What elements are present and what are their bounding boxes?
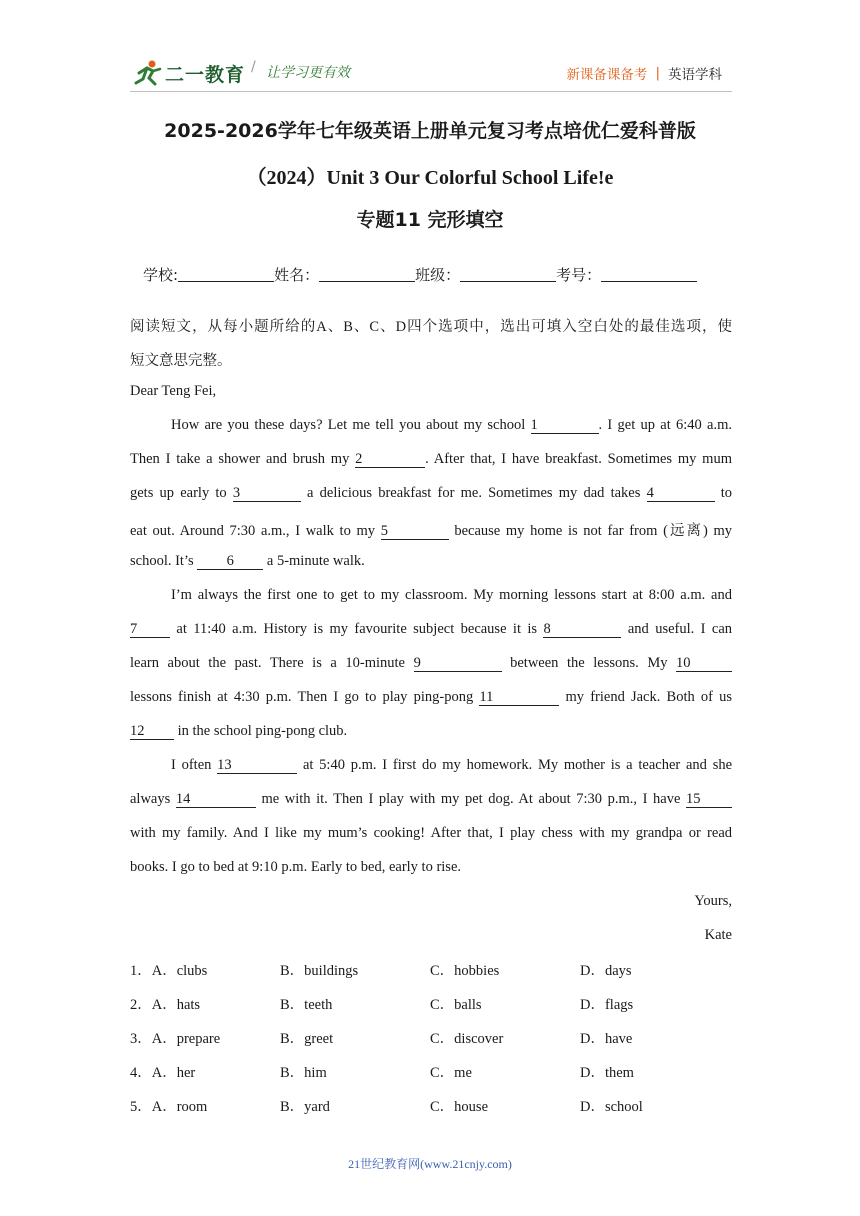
option-d[interactable]: D．school <box>580 1099 643 1115</box>
exam-no-field[interactable] <box>601 264 697 282</box>
page-subtitle: （2024）Unit 3 Our Colorful School Life!e <box>246 167 614 189</box>
option-d[interactable]: D．days <box>580 963 632 979</box>
option-a[interactable]: 5．A．room <box>130 1099 208 1115</box>
page-title: 2025-2026学年七年级英语上册单元复习考点培优仁爱科普版 <box>164 120 696 142</box>
option-a[interactable]: 3．A．prepare <box>130 1031 221 1047</box>
option-b[interactable]: B．him <box>280 1065 327 1081</box>
option-c[interactable]: C．house <box>430 1099 488 1115</box>
letter-line: eat out. Around 7:30 a.m., I walk to my 5 because my home is not far from (远离) my <box>130 523 733 539</box>
letter-line: learn about the past. There is a 10-minute 9 between the lessons. My 10 <box>130 655 732 672</box>
student-info <box>143 264 697 285</box>
letter-line: books. I go to bed at 9:10 p.m. Early to bed, early to rise. <box>130 859 462 875</box>
instructions-line-2: 短文意思完整。 <box>130 353 232 369</box>
slash-divider: / <box>251 59 256 75</box>
exam-no-label: 考号： <box>556 266 602 284</box>
brand-logo <box>133 59 245 87</box>
blank-8: 8 <box>543 622 621 638</box>
blank-4: 4 <box>647 486 715 502</box>
header-divider <box>130 91 732 92</box>
letter-line: Then I take a shower and brush my 2 . After that, I have breakfast. Sometimes my mum <box>130 451 732 467</box>
blank-9: 9 <box>414 656 502 672</box>
blank-1: 1 <box>531 418 599 434</box>
letter-closing: Yours, <box>694 893 732 909</box>
header-subject-label: 英语学科 <box>668 67 722 83</box>
option-c[interactable]: C．balls <box>430 997 482 1013</box>
option-d[interactable]: D．have <box>580 1031 633 1047</box>
option-a[interactable]: 1．A．clubs <box>130 963 208 979</box>
slogan: 让学习更有效 <box>266 65 350 81</box>
letter-line: I’m always the first one to get to my classroom. My morning lessons start at 8:00 a.m. and <box>171 587 732 603</box>
running-man-icon <box>133 59 163 87</box>
name-field[interactable] <box>319 264 415 282</box>
school-field[interactable] <box>178 264 274 282</box>
blank-10: 10 <box>676 656 732 672</box>
letter-line: with my family. And I like my mum’s cooking! After that, I play chess with my grandpa or read <box>130 825 732 841</box>
letter-line: How are you these days? Let me tell you about my school 1 . I get up at 6:40 a.m. <box>171 417 732 433</box>
blank-5: 5 <box>381 524 449 540</box>
option-d[interactable]: D．them <box>580 1065 634 1081</box>
blank-11: 11 <box>479 690 559 706</box>
letter-line: I often 13 at 5:40 p.m. I first do my homework. My mother is a teacher and she <box>171 757 733 773</box>
instructions-line-1: 阅读短文，从每小题所给的A、B、C、D四个选项中，选出可填入空白处的最佳选项，使 <box>130 319 732 335</box>
option-b[interactable]: B．buildings <box>280 963 359 979</box>
option-a[interactable]: 2．A．hats <box>130 997 201 1013</box>
section-title: 专题11 完形填空 <box>356 209 504 231</box>
letter-line: always 14 me with it. Then I play with my pet dog. At about 7:30 p.m., I have 15 <box>130 791 732 808</box>
option-b[interactable]: B．greet <box>280 1031 334 1047</box>
letter-line: lessons finish at 4:30 p.m. Then I go to play ping-pong 11 my friend Jack. Both of us <box>130 689 732 705</box>
header-tagline: 新课备课备考 <box>566 67 648 83</box>
option-c[interactable]: C．hobbies <box>430 963 500 979</box>
blank-6: 6 <box>197 554 263 570</box>
letter-line: 12 in the school ping-pong club. <box>130 723 348 739</box>
letter-signature: Kate <box>704 927 732 943</box>
option-c[interactable]: C．discover <box>430 1031 504 1047</box>
header-subject <box>566 63 722 83</box>
option-d[interactable]: D．flags <box>580 997 634 1013</box>
name-label: 姓名： <box>274 266 320 284</box>
option-b[interactable]: B．yard <box>280 1099 330 1115</box>
blank-2: 2 <box>355 452 425 468</box>
blank-13: 13 <box>217 758 297 774</box>
option-c[interactable]: C．me <box>430 1065 472 1081</box>
blank-3: 3 <box>233 486 301 502</box>
blank-12: 12 <box>130 724 174 740</box>
logo-text: 二一教育 <box>165 63 246 86</box>
blank-7: 7 <box>130 622 170 638</box>
blank-15: 15 <box>686 792 732 808</box>
option-a[interactable]: 4．A．her <box>130 1065 196 1081</box>
option-b[interactable]: B．teeth <box>280 997 333 1013</box>
page-footer[interactable]: 21世纪教育网(www.21cnjy.com) <box>348 1157 512 1171</box>
class-field[interactable] <box>460 264 556 282</box>
letter-line: 7 at 11:40 a.m. History is my favourite subject because it is 8 and useful. I can <box>130 621 733 637</box>
letter-greeting: Dear Teng Fei, <box>130 383 217 399</box>
blank-14: 14 <box>176 792 256 808</box>
letter-line: school. It’s 6 a 5-minute walk. <box>130 553 365 569</box>
class-label: 班级： <box>415 266 461 284</box>
school-label: 学校: <box>143 266 179 284</box>
header-separator: | <box>655 65 660 81</box>
letter-line: gets up early to 3 a delicious breakfast for me. Sometimes my dad takes 4 to <box>130 485 733 501</box>
